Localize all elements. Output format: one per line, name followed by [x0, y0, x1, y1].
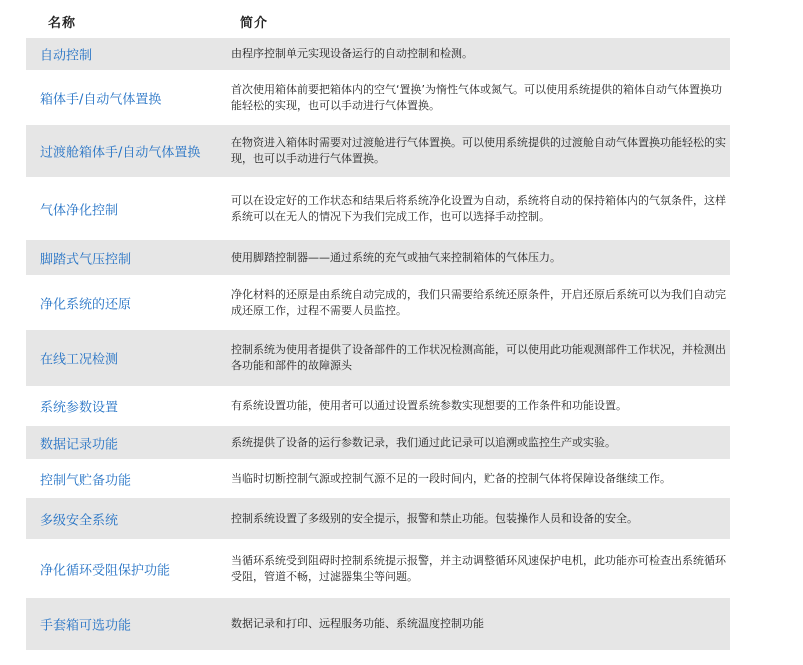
feature-description: 首次使用箱体前要把箱体内的空气‘置换’为惰性气体或氮气。可以使用系统提供的箱体自动气体置换功能轻松的实现，也可以手动进行气体置换。	[231, 82, 722, 112]
column-header-name: 名称	[48, 16, 77, 31]
table-row	[26, 70, 730, 125]
feature-name: 多级安全系统	[40, 513, 119, 528]
feature-description: 系统提供了设备的运行参数记录，我们通过此记录可以追溯或监控生产或实验。	[231, 435, 616, 449]
feature-description: 控制系统为使用者提供了设备部件的工作状况检测高能，可以使用此功能观测部件工作状况，并检测出各功能和部件的故障源头	[231, 343, 726, 372]
feature-name: 箱体手/自动气体置换	[40, 92, 162, 107]
table-row	[26, 598, 730, 650]
feature-name: 在线工况检测	[40, 352, 119, 368]
feature-description: 当循环系统受到阻碍时控制系统提示报警，并主动调整循环风速保护电机，此功能亦可检查出系统循环受阻，管道不畅，过滤器集尘等问题。	[231, 553, 726, 583]
table-row	[26, 459, 730, 498]
table-row	[26, 498, 730, 539]
feature-name: 数据记录功能	[40, 437, 119, 452]
table-row	[26, 125, 730, 177]
feature-name: 过渡舱箱体手/自动气体置换	[40, 145, 201, 161]
feature-name: 自动控制	[40, 48, 93, 64]
feature-name: 净化循环受阻保护功能	[40, 563, 171, 578]
feature-name: 净化系统的还原	[40, 297, 132, 312]
feature-table	[26, 38, 730, 650]
feature-description: 有系统设置功能，使用者可以通过设置系统参数实现想要的工作条件和功能设置。	[231, 399, 627, 412]
feature-description: 当临时切断控制气源或控制气源不足的一段时间内，贮备的控制气体将保障设备继续工作。	[231, 471, 671, 485]
feature-description: 控制系统设置了多级别的安全提示，报警和禁止功能。包装操作人员和设备的安全。	[231, 511, 638, 525]
table-row	[26, 386, 730, 426]
table-row	[26, 426, 730, 459]
table-row	[26, 275, 730, 330]
feature-name: 气体净化控制	[40, 203, 119, 218]
table-header	[0, 0, 803, 38]
feature-name: 系统参数设置	[40, 400, 119, 416]
table-row	[26, 330, 730, 386]
feature-description: 由程序控制单元实现设备运行的自动控制和检测。	[231, 47, 473, 60]
column-header-description: 简介	[240, 16, 269, 31]
table-row	[26, 240, 730, 275]
feature-name: 手套箱可选功能	[40, 618, 132, 634]
table-row	[26, 38, 730, 70]
feature-name: 脚踏式气压控制	[40, 252, 132, 267]
table-row	[26, 539, 730, 598]
table-row	[26, 177, 730, 240]
feature-name: 控制气贮备功能	[40, 473, 132, 488]
feature-description: 数据记录和打印、远程服务功能、系统温度控制功能	[231, 617, 484, 630]
feature-description: 在物资进入箱体时需要对过渡舱进行气体置换。可以使用系统提供的过渡舱自动气体置换功能轻松的实现，也可以手动进行气体置换。	[231, 136, 726, 165]
feature-description: 可以在设定好的工作状态和结果后将系统净化设置为自动，系统将自动的保持箱体内的气氛条件，这样系统可以在无人的情况下为我们完成工作，也可以选择手动控制。	[231, 193, 726, 223]
feature-description: 净化材料的还原是由系统自动完成的，我们只需要给系统还原条件，开启还原后系统可以为我们自动完成还原工作，过程不需要人员监控。	[231, 287, 726, 317]
feature-description: 使用脚踏控制器——通过系统的充气或抽气来控制箱体的气体压力。	[231, 250, 561, 264]
